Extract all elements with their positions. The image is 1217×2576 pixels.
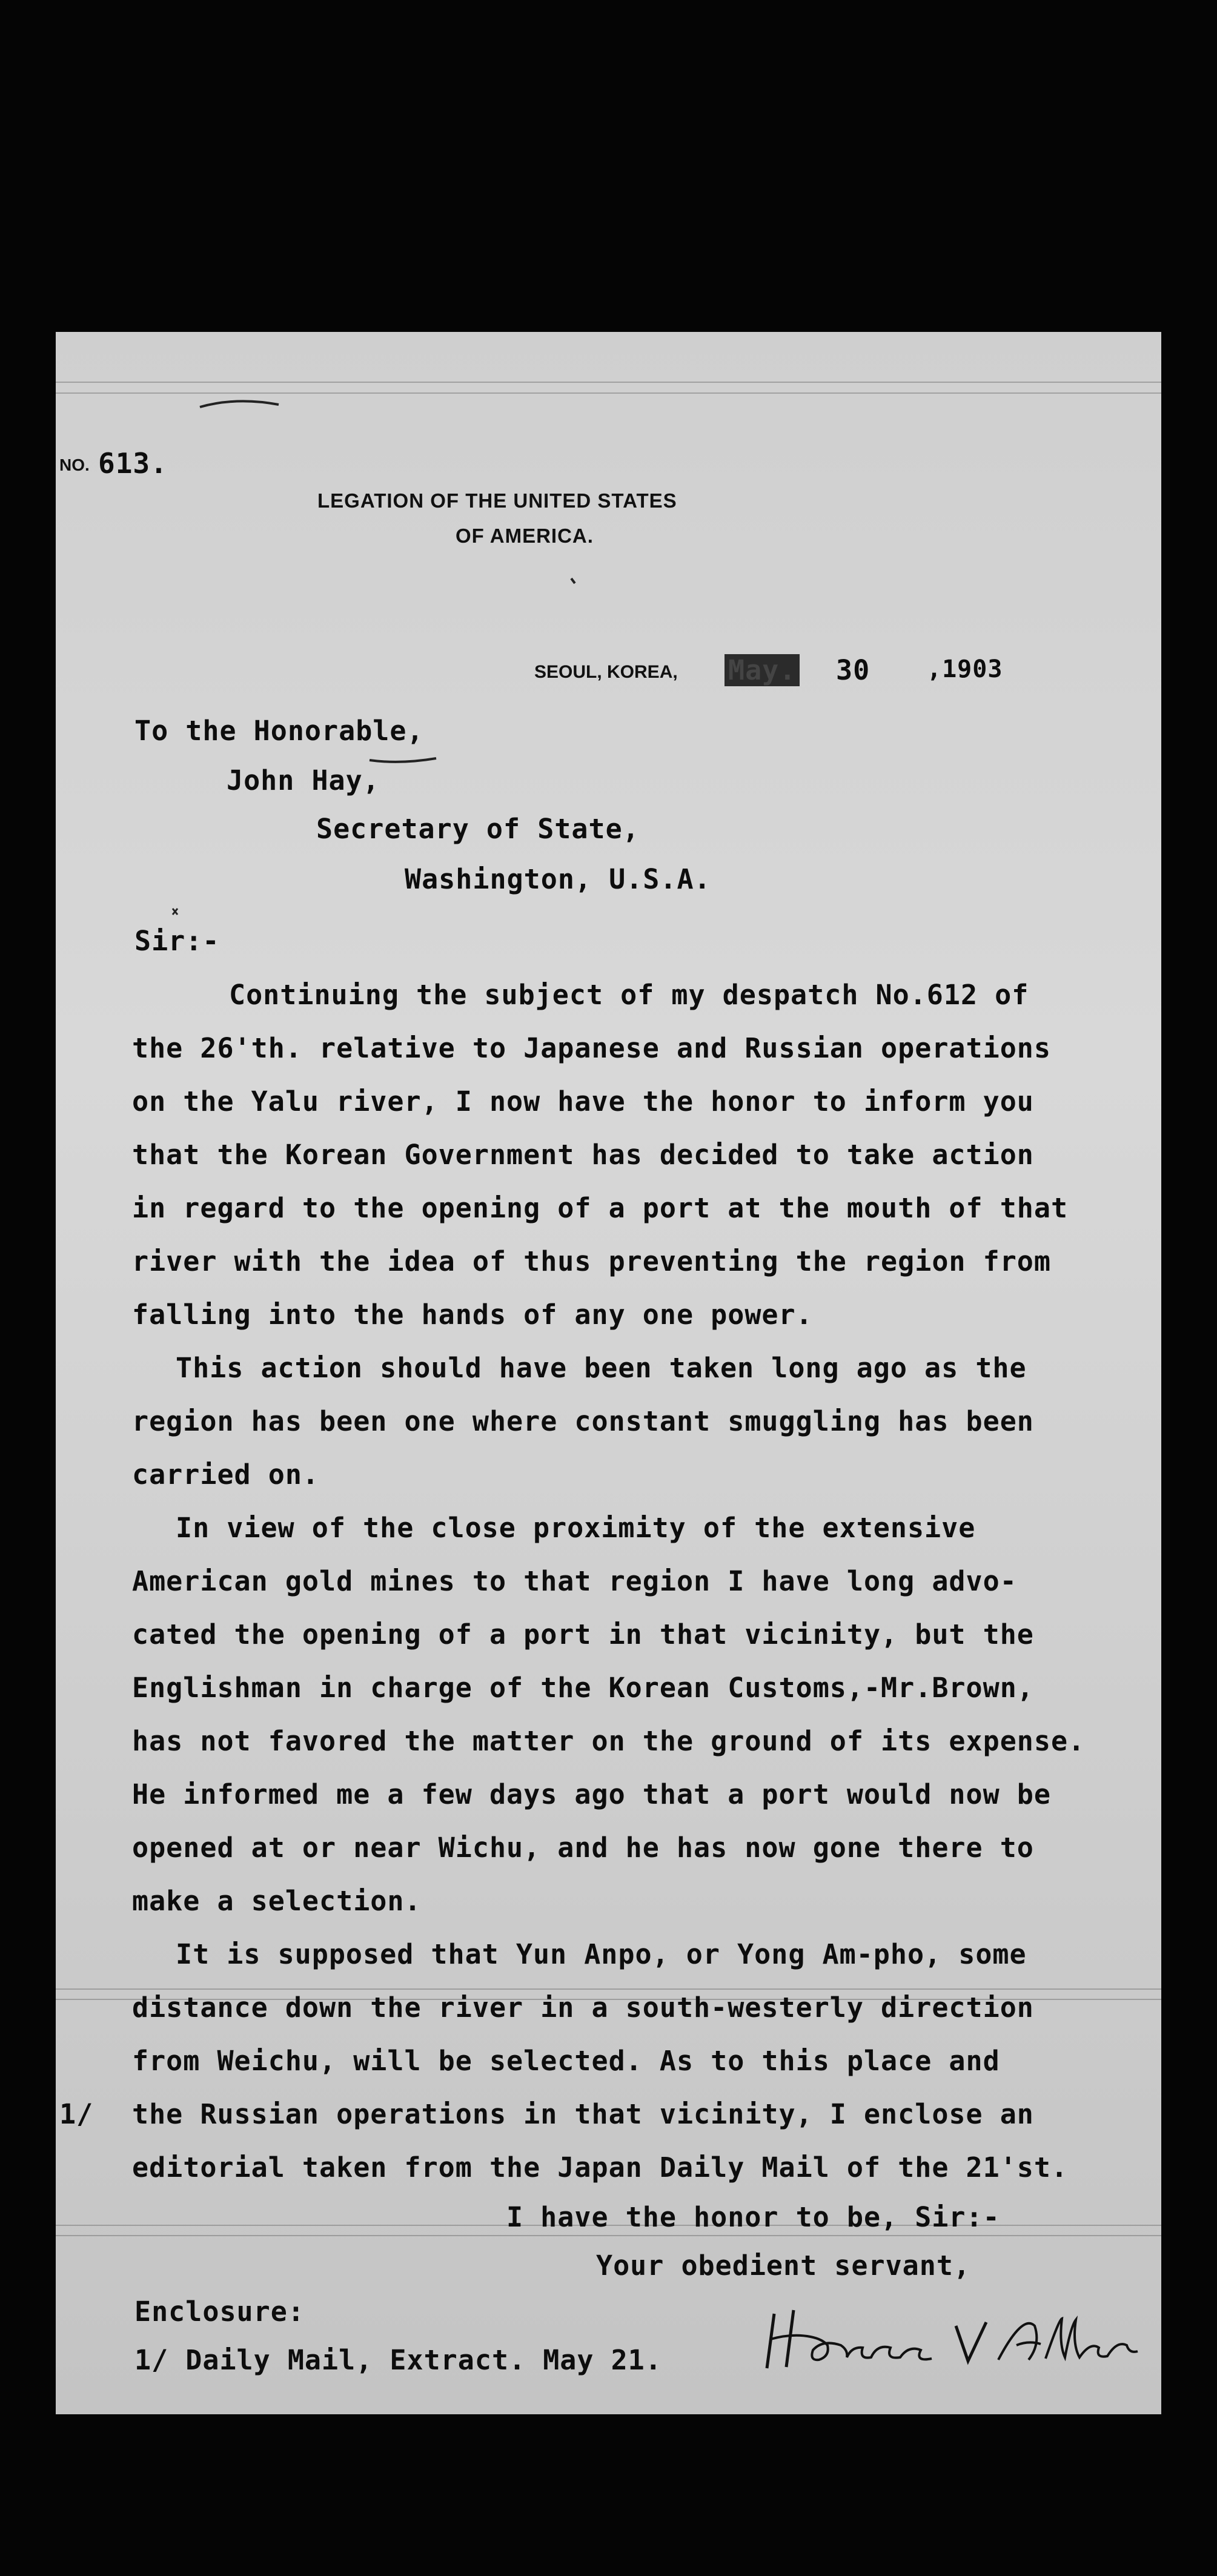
body-line: distance down the river in a south-westerly direction bbox=[132, 1992, 1034, 2024]
body-line: region has been one where constant smuggling has been bbox=[132, 1405, 1034, 1437]
body-line: the 26'th. relative to Japanese and Russian operations bbox=[132, 1032, 1051, 1064]
body-line: In view of the close proximity of the extensive bbox=[176, 1512, 976, 1544]
body-line: American gold mines to that region I have long advo- bbox=[132, 1565, 1017, 1597]
body-line: Continuing the subject of my despatch No.612 of bbox=[229, 979, 1029, 1011]
body-line: editorial taken from the Japan Daily Mail of the 21'st. bbox=[132, 2151, 1069, 2184]
enclosure-label: Enclosure: bbox=[134, 2296, 305, 2328]
salutation: Sir:- bbox=[134, 925, 220, 957]
dateline-day: 30 bbox=[836, 654, 870, 686]
signature-image bbox=[756, 2302, 1156, 2380]
dateline-month: May. bbox=[725, 654, 800, 686]
dateline-year: ,1903 bbox=[927, 655, 1003, 683]
body-line: river with the idea of thus preventing the region from bbox=[132, 1245, 1051, 1277]
body-line: It is supposed that Yun Anpo, or Yong Am-pho, some bbox=[176, 1938, 1027, 1970]
body-line: make a selection. bbox=[132, 1885, 422, 1917]
body-line: the Russian operations in that vicinity, I enclose an bbox=[132, 2098, 1034, 2130]
address-line4: Washington, U.S.A. bbox=[405, 863, 711, 895]
address-line1: To the Honorable, bbox=[134, 715, 424, 747]
body-line: carried on. bbox=[132, 1459, 320, 1491]
body-line: This action should have been taken long ago as the bbox=[176, 1352, 1027, 1384]
dateline-place: SEOUL, KOREA, bbox=[534, 662, 678, 682]
enclosure-item: 1/ Daily Mail, Extract. May 21. bbox=[134, 2344, 662, 2376]
body-line: cated the opening of a port in that vicinity, but the bbox=[132, 1618, 1034, 1651]
body-line: opened at or near Wichu, and he has now gone there to bbox=[132, 1832, 1034, 1864]
body-line: He informed me a few days ago that a port would now be bbox=[132, 1778, 1051, 1810]
closing-line2: Your obedient servant, bbox=[596, 2250, 971, 2282]
body-line: in regard to the opening of a port at the mouth of that bbox=[132, 1192, 1069, 1224]
letterhead-line1: LEGATION OF THE UNITED STATES bbox=[317, 489, 677, 512]
address-line3: Secretary of State, bbox=[316, 813, 640, 845]
number-label: NO. bbox=[59, 455, 90, 474]
address-line2: John Hay, bbox=[227, 764, 380, 796]
despatch-number: 613. bbox=[98, 447, 168, 480]
closing-line1: I have the honor to be, Sir:- bbox=[506, 2201, 1000, 2233]
enclosure-margin-note: 1/ bbox=[59, 2098, 94, 2130]
body-line: from Weichu, will be selected. As to this place and bbox=[132, 2045, 1000, 2077]
letterhead-line2: OF AMERICA. bbox=[456, 525, 594, 547]
body-line: that the Korean Government has decided to take action bbox=[132, 1139, 1034, 1171]
body-line: on the Yalu river, I now have the honor to inform you bbox=[132, 1085, 1034, 1117]
body-line: Englishman in charge of the Korean Customs,-Mr.Brown, bbox=[132, 1672, 1034, 1704]
body-line: falling into the hands of any one power. bbox=[132, 1299, 813, 1331]
body-line: has not favored the matter on the ground of its expense. bbox=[132, 1725, 1086, 1757]
